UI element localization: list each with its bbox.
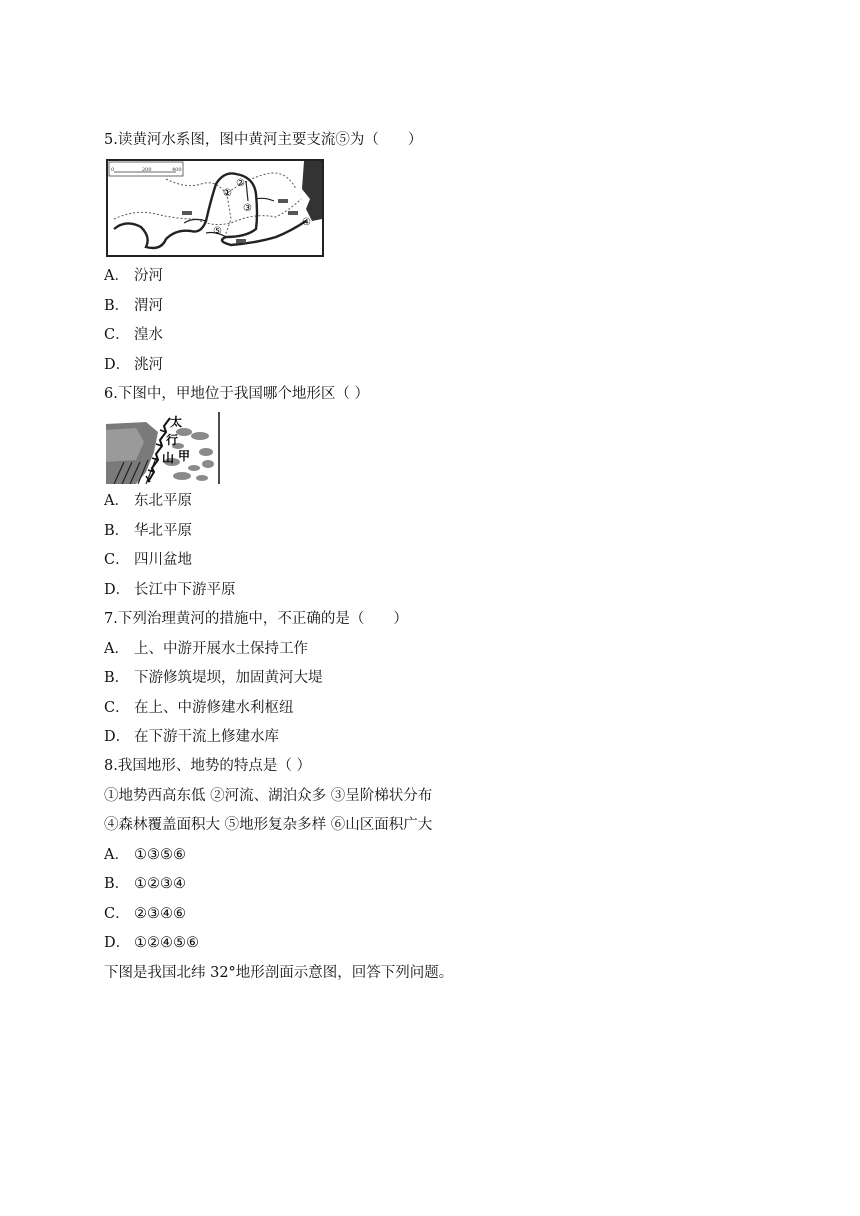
option-text: 四川盆地 — [134, 552, 192, 568]
option-text: 在上、中游修建水利枢纽 — [134, 700, 294, 716]
q8-statements-line-1: ①地势西高东低 ②河流、湖泊众多 ③呈阶梯状分布 — [104, 788, 433, 804]
option-label: C． — [104, 700, 130, 716]
map-marker-2: ② — [236, 178, 245, 189]
q7-option-a[interactable] — [104, 639, 308, 659]
option-text: 在下游干流上修建水库 — [134, 729, 279, 745]
option-text: ②③④⑥ — [134, 906, 186, 922]
option-text: 湟水 — [134, 327, 163, 343]
option-label: C． — [104, 327, 130, 343]
q5-option-c[interactable] — [104, 325, 163, 345]
option-label: C． — [104, 906, 130, 922]
question-5-stem: 5.读黄河水系图，图中黄河主要支流⑤为（ ） — [104, 132, 423, 148]
q8-statements-line-2: ④森林覆盖面积大 ⑤地形复杂多样 ⑥山区面积广大 — [104, 817, 433, 833]
label-shan: 山 — [162, 451, 175, 465]
question-7-stem: 7.下列治理黄河的措施中，不正确的是（ ） — [104, 611, 408, 627]
option-label: A． — [104, 847, 129, 863]
q7-option-d[interactable] — [104, 727, 279, 747]
q6-option-d[interactable] — [104, 580, 236, 600]
option-text: 汾河 — [134, 268, 163, 284]
label-tai: 太 — [170, 415, 183, 429]
option-label: A． — [104, 493, 129, 509]
q7-option-c[interactable] — [104, 698, 294, 718]
q6-option-b[interactable] — [104, 521, 192, 541]
option-label: A． — [104, 268, 129, 284]
q8-option-a[interactable] — [104, 845, 186, 865]
scale-number-0: 0 — [111, 167, 115, 173]
option-label: B． — [104, 523, 130, 539]
option-text: 东北平原 — [134, 493, 192, 509]
option-label: D． — [104, 935, 131, 951]
option-label: D． — [104, 582, 131, 598]
option-text: ①③⑤⑥ — [134, 847, 186, 863]
label-hang: 行 — [166, 433, 179, 447]
option-label: B． — [104, 876, 130, 892]
option-text: 上、中游开展水土保持工作 — [134, 641, 308, 657]
map-marker-1: ① — [223, 188, 232, 199]
q5-option-d[interactable] — [104, 355, 163, 375]
q7-option-b[interactable] — [104, 668, 323, 688]
map-marker-4: ④ — [302, 217, 311, 228]
option-text: 华北平原 — [134, 523, 192, 539]
option-label: A． — [104, 641, 129, 657]
option-text: 渭河 — [134, 298, 163, 314]
q8-option-d[interactable] — [104, 933, 199, 953]
option-text: 下游修筑堤坝，加固黄河大堤 — [134, 670, 323, 686]
q5-option-a[interactable] — [104, 266, 163, 286]
scale-number-200: 200 — [142, 167, 152, 173]
option-label: D． — [104, 729, 131, 745]
label-jia: 甲 — [178, 449, 191, 463]
taihang-terrain-figure — [106, 412, 222, 484]
question-6-stem: 6.下图中，甲地位于我国哪个地形区（ ） — [104, 386, 369, 402]
q8-option-b[interactable] — [104, 874, 186, 894]
option-text: 长江中下游平原 — [134, 582, 236, 598]
option-label: D． — [104, 357, 131, 373]
scale-number-400: 400 — [172, 167, 182, 173]
yellow-river-map-figure — [106, 159, 324, 257]
closing-instruction: 下图是我国北纬 32°地形剖面示意图，回答下列问题。 — [104, 965, 454, 981]
option-text: ①②④⑤⑥ — [134, 935, 199, 951]
option-label: C． — [104, 552, 130, 568]
question-8-stem: 8.我国地形、地势的特点是（ ） — [104, 758, 311, 774]
q6-option-c[interactable] — [104, 550, 192, 570]
option-label: B． — [104, 670, 130, 686]
map-marker-3: ③ — [243, 203, 252, 214]
q5-option-b[interactable] — [104, 296, 163, 316]
q8-option-c[interactable] — [104, 904, 186, 924]
q6-option-a[interactable] — [104, 491, 192, 511]
map-marker-5: ⑤ — [213, 226, 222, 237]
option-text: ①②③④ — [134, 876, 186, 892]
option-label: B． — [104, 298, 130, 314]
option-text: 洮河 — [134, 357, 163, 373]
